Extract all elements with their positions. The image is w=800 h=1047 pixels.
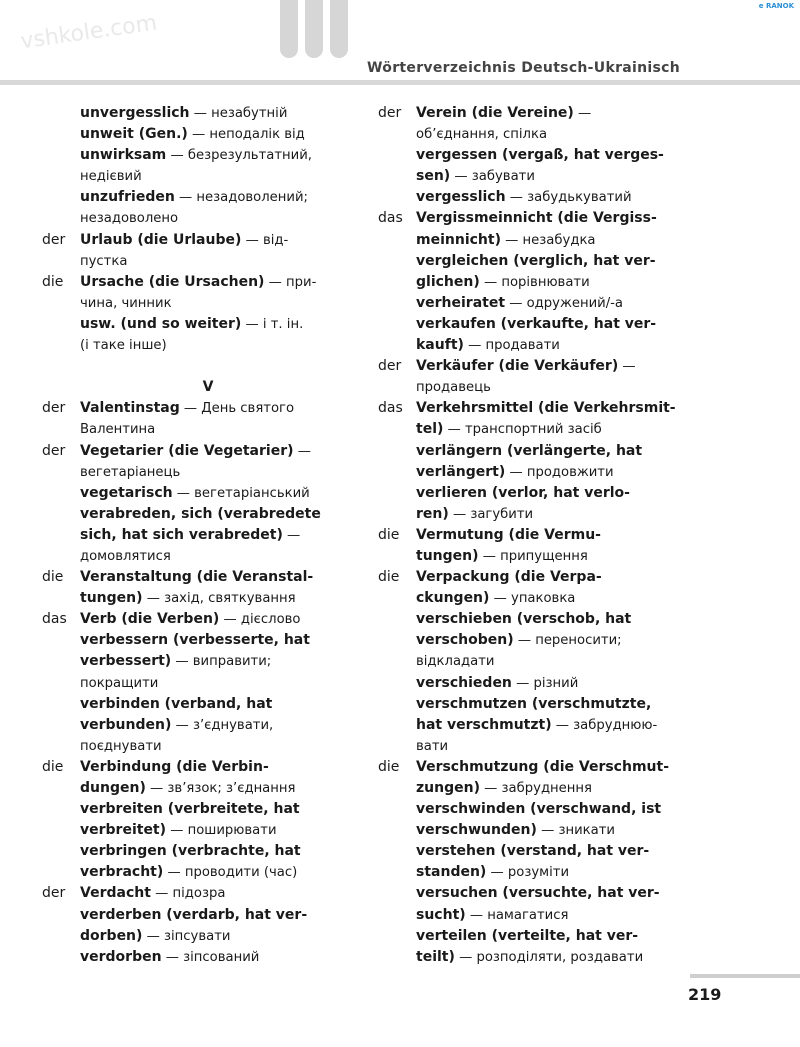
- headword: verdorben: [80, 948, 162, 965]
- dictionary-line: [370, 862, 718, 883]
- dictionary-line: [34, 314, 382, 335]
- headword: dorben): [80, 927, 143, 944]
- dictionary-line: [370, 272, 718, 293]
- dictionary-line: [370, 736, 718, 757]
- headword: Verpackung (die Verpa-: [416, 569, 602, 586]
- dictionary-line: [370, 926, 718, 947]
- article: die: [378, 569, 400, 586]
- dictionary-line: [34, 103, 382, 124]
- dictionary-line: [34, 588, 382, 609]
- headword: tungen): [80, 590, 143, 607]
- dictionary-line: [34, 926, 382, 947]
- watermark: vshkole.com: [18, 10, 159, 55]
- headword: verabreden, sich (verabredete: [80, 505, 321, 522]
- translation: — розуміти: [486, 865, 570, 881]
- dictionary-line: [370, 525, 718, 546]
- page-number: 219: [688, 985, 722, 1004]
- header-decoration: [280, 0, 360, 62]
- dictionary-line: [370, 609, 718, 630]
- headword: verbringen (verbrachte, hat: [80, 843, 301, 860]
- translation: об’єднання, спілка: [416, 127, 548, 143]
- translation: Валентина: [80, 422, 156, 438]
- dictionary-line: [370, 419, 718, 440]
- translation: — незадоволений;: [174, 190, 309, 206]
- translation: — з’єднувати,: [171, 717, 274, 733]
- headword: unvergesslich: [80, 105, 190, 121]
- translation: —: [618, 359, 636, 375]
- headword: Verein (die Vereine): [416, 105, 574, 121]
- translation: — при-: [264, 274, 317, 290]
- translation: — і т. ін.: [241, 316, 304, 332]
- translation: незадоволено: [80, 211, 179, 227]
- dictionary-line: [370, 335, 718, 356]
- translation: — проводити (час): [163, 865, 298, 881]
- headword: verbunden): [80, 716, 172, 733]
- headword: sucht): [416, 906, 466, 923]
- translation: — незабудка: [500, 232, 596, 248]
- dictionary-line: [370, 905, 718, 926]
- dictionary-line: [370, 630, 718, 651]
- headword: verlieren (verlor, hat verlo-: [416, 484, 630, 501]
- headword: verstehen (verstand, hat ver-: [416, 843, 650, 860]
- running-title: Wörterverzeichnis Deutsch-Ukrainisch: [367, 60, 680, 76]
- translation: вати: [416, 738, 449, 754]
- translation: — захід, святкування: [142, 591, 296, 607]
- dictionary-line: [370, 483, 718, 504]
- dictionary-line: [370, 588, 718, 609]
- translation: — припущення: [478, 548, 588, 564]
- headword: Vergissmeinnicht (die Vergiss-: [416, 210, 657, 227]
- headword: unweit (Gen.): [80, 126, 188, 143]
- article: der: [378, 105, 402, 121]
- headword: verbreitet): [80, 822, 167, 839]
- dictionary-line: [370, 715, 718, 736]
- dictionary-line: [34, 145, 382, 166]
- dictionary-line: [34, 251, 382, 272]
- dictionary-line: [34, 335, 382, 356]
- headword: usw. (und so weiter): [80, 315, 242, 332]
- translation: — поширювати: [166, 823, 277, 839]
- translation: — безрезультатний,: [166, 148, 312, 164]
- headword: verschmutzen (verschmutzte,: [416, 695, 652, 712]
- headword: verschwinden (verschwand, ist: [416, 801, 662, 818]
- dictionary-line: [370, 441, 718, 462]
- translation: — зв’язок; з’єднання: [145, 781, 296, 796]
- translation: відкладати: [416, 654, 495, 670]
- dictionary-line: [34, 715, 382, 736]
- headword: tel): [416, 421, 444, 438]
- left-column: [34, 103, 382, 968]
- dictionary-line: [34, 630, 382, 651]
- headword: Verbindung (die Verbin-: [80, 758, 269, 775]
- translation: — порівнювати: [479, 274, 590, 290]
- dictionary-line: [34, 293, 382, 314]
- headword: vergessen (vergaß, hat verges-: [416, 147, 664, 164]
- dictionary-line: [34, 757, 382, 778]
- translation: недієвий: [80, 169, 142, 185]
- headword: V: [202, 379, 214, 396]
- headword: standen): [416, 864, 487, 881]
- headword: zungen): [416, 780, 480, 796]
- headword: Vermutung (die Vermu-: [416, 526, 601, 543]
- section-letter: [34, 377, 382, 398]
- headword: Veranstaltung (die Veranstal-: [80, 569, 314, 586]
- headword: Verschmutzung (die Verschmut-: [416, 758, 670, 775]
- translation: — намагатися: [465, 907, 569, 923]
- headword: verbreiten (verbreitete, hat: [80, 801, 300, 818]
- translation: — загубити: [448, 506, 534, 522]
- article: der: [42, 231, 66, 248]
- translation: продавець: [416, 380, 491, 396]
- article: der: [42, 400, 66, 417]
- dictionary-line: [370, 293, 718, 314]
- dictionary-line: [34, 546, 382, 567]
- dictionary-line: [34, 525, 382, 546]
- headword: Vegetarier (die Vegetarier): [80, 442, 294, 459]
- dictionary-line: [34, 398, 382, 419]
- dictionary-line: [34, 124, 382, 145]
- translation: поєднувати: [80, 738, 162, 754]
- dictionary-line: [370, 947, 718, 968]
- dictionary-line: [370, 356, 718, 377]
- publisher-logo: e RANOK: [758, 2, 794, 10]
- dictionary-line: [34, 841, 382, 862]
- translation: — від-: [241, 232, 289, 248]
- headword: Verkehrsmittel (die Verkehrsmit-: [416, 400, 676, 417]
- headword: verheiratet: [416, 294, 506, 311]
- translation: — транспортний засіб: [443, 422, 602, 438]
- translation: пустка: [80, 253, 128, 269]
- translation: — неподалік від: [187, 127, 305, 143]
- dictionary-line: [34, 778, 382, 799]
- headword: verbessern (verbesserte, hat: [80, 632, 310, 649]
- headword: unwirksam: [80, 147, 167, 164]
- dictionary-line: [34, 651, 382, 672]
- article: die: [378, 526, 400, 543]
- translation: — вегетаріанський: [172, 485, 310, 501]
- translation: чина, чинник: [80, 295, 172, 311]
- dictionary-line: [370, 187, 718, 208]
- translation: — розподіляти, роздавати: [454, 949, 644, 965]
- dictionary-line: [370, 567, 718, 588]
- article: das: [378, 210, 403, 227]
- translation: — зникати: [536, 823, 615, 839]
- translation: —: [282, 527, 301, 543]
- dictionary-line: [34, 419, 382, 440]
- translation: — забруднення: [479, 781, 592, 796]
- dictionary-line: [34, 272, 382, 293]
- dictionary-line: [34, 483, 382, 504]
- headword: verderben (verdarb, hat ver-: [80, 906, 308, 923]
- headword: glichen): [416, 273, 480, 290]
- headword: vegetarisch: [80, 484, 173, 501]
- dictionary-line: [34, 462, 382, 483]
- translation: — забудькуватий: [505, 190, 632, 206]
- translation: — підозра: [150, 886, 226, 902]
- translation: —: [293, 443, 311, 459]
- article: die: [378, 758, 400, 775]
- headword: Verkäufer (die Verkäufer): [416, 358, 619, 375]
- headword: unzufrieden: [80, 189, 175, 206]
- headword: dungen): [80, 780, 146, 796]
- footer-rule: [690, 974, 800, 978]
- dictionary-line: [370, 546, 718, 567]
- dictionary-line: [370, 230, 718, 251]
- dictionary-line: [370, 251, 718, 272]
- translation: — дієслово: [219, 612, 301, 628]
- headword: Ursache (die Ursachen): [80, 273, 265, 290]
- headword: verschieden: [416, 674, 512, 691]
- translation: — День святого: [179, 401, 295, 417]
- dictionary-line: [34, 208, 382, 229]
- headword: verbinden (verband, hat: [80, 695, 273, 712]
- headword: tungen): [416, 547, 479, 564]
- dictionary-line: [370, 208, 718, 229]
- headword: teilt): [416, 948, 455, 965]
- translation: вегетаріанець: [80, 464, 181, 480]
- dictionary-line: [370, 673, 718, 694]
- dictionary-line: [370, 799, 718, 820]
- headword: verschwunden): [416, 822, 537, 839]
- dictionary-line: [34, 673, 382, 694]
- header-rule: [0, 80, 800, 85]
- headword: sen): [416, 168, 451, 185]
- headword: verlängern (verlängerte, hat: [416, 442, 643, 459]
- translation: — переносити;: [513, 633, 622, 649]
- dictionary-line: [370, 820, 718, 841]
- headword: Valentinstag: [80, 400, 180, 417]
- translation: — одружений/-а: [505, 295, 624, 311]
- dictionary-line: [370, 462, 718, 483]
- headword: vergleichen (verglich, hat ver-: [416, 252, 656, 269]
- translation: — зіпсувати: [142, 928, 231, 944]
- dictionary-line: [34, 609, 382, 630]
- dictionary-line: [370, 694, 718, 715]
- article: die: [42, 569, 64, 586]
- headword: ckungen): [416, 590, 490, 607]
- headword: verbessert): [80, 653, 172, 670]
- dictionary-line: [370, 145, 718, 166]
- dictionary-line: [34, 947, 382, 968]
- headword: verschieben (verschob, hat: [416, 611, 632, 628]
- headword: hat verschmutzt): [416, 716, 552, 733]
- dictionary-line: [34, 694, 382, 715]
- translation: — забувати: [450, 169, 535, 185]
- article: der: [42, 442, 66, 459]
- headword: ren): [416, 505, 449, 522]
- dictionary-line: [34, 862, 382, 883]
- dictionary-line: [34, 883, 382, 904]
- headword: verbracht): [80, 864, 164, 881]
- dictionary-line: [370, 504, 718, 525]
- article: der: [378, 358, 402, 375]
- dictionary-line: [34, 441, 382, 462]
- translation: (і таке інше): [80, 338, 167, 354]
- headword: verlängert): [416, 463, 506, 480]
- dictionary-line: [34, 799, 382, 820]
- headword: Verb (die Verben): [80, 611, 220, 628]
- dictionary-line: [370, 398, 718, 419]
- translation: — зіпсований: [161, 949, 260, 965]
- translation: — незабутній: [189, 106, 288, 121]
- dictionary-line: [34, 736, 382, 757]
- article: die: [42, 273, 64, 290]
- headword: vergesslich: [416, 189, 506, 206]
- dictionary-line: [34, 905, 382, 926]
- headword: kauft): [416, 337, 464, 354]
- right-column: [370, 103, 718, 968]
- dictionary-line: [34, 504, 382, 525]
- dictionary-line: [370, 103, 718, 124]
- headword: Urlaub (die Urlaube): [80, 231, 242, 248]
- dictionary-line: [34, 820, 382, 841]
- headword: sich, hat sich verabredet): [80, 526, 283, 543]
- article: die: [42, 758, 64, 775]
- headword: verkaufen (verkaufte, hat ver-: [416, 315, 657, 332]
- translation: —: [573, 106, 592, 121]
- headword: verteilen (verteilte, hat ver-: [416, 927, 639, 944]
- dictionary-line: [34, 356, 382, 377]
- dictionary-line: [370, 841, 718, 862]
- translation: — різний: [511, 675, 579, 691]
- translation: покращити: [80, 675, 159, 691]
- dictionary-line: [370, 651, 718, 672]
- dictionary-line: [34, 567, 382, 588]
- dictionary-line: [370, 883, 718, 904]
- article: das: [378, 400, 403, 417]
- dictionary-line: [370, 377, 718, 398]
- headword: verschoben): [416, 632, 514, 649]
- translation: домовлятися: [80, 548, 171, 564]
- dictionary-line: [370, 166, 718, 187]
- translation: — забруднюю-: [551, 717, 658, 733]
- translation: — упаковка: [489, 591, 576, 607]
- headword: Verdacht: [80, 885, 151, 902]
- dictionary-line: [370, 778, 718, 799]
- dictionary-line: [370, 757, 718, 778]
- article: der: [42, 885, 66, 902]
- headword: versuchen (versuchte, hat ver-: [416, 885, 660, 902]
- dictionary-line: [34, 230, 382, 251]
- article: das: [42, 611, 67, 628]
- translation: — продавати: [463, 338, 560, 354]
- translation: — виправити;: [171, 654, 272, 670]
- translation: — продовжити: [505, 464, 614, 480]
- headword: meinnicht): [416, 231, 501, 248]
- dictionary-line: [34, 166, 382, 187]
- dictionary-line: [370, 314, 718, 335]
- dictionary-line: [370, 124, 718, 145]
- dictionary-line: [34, 187, 382, 208]
